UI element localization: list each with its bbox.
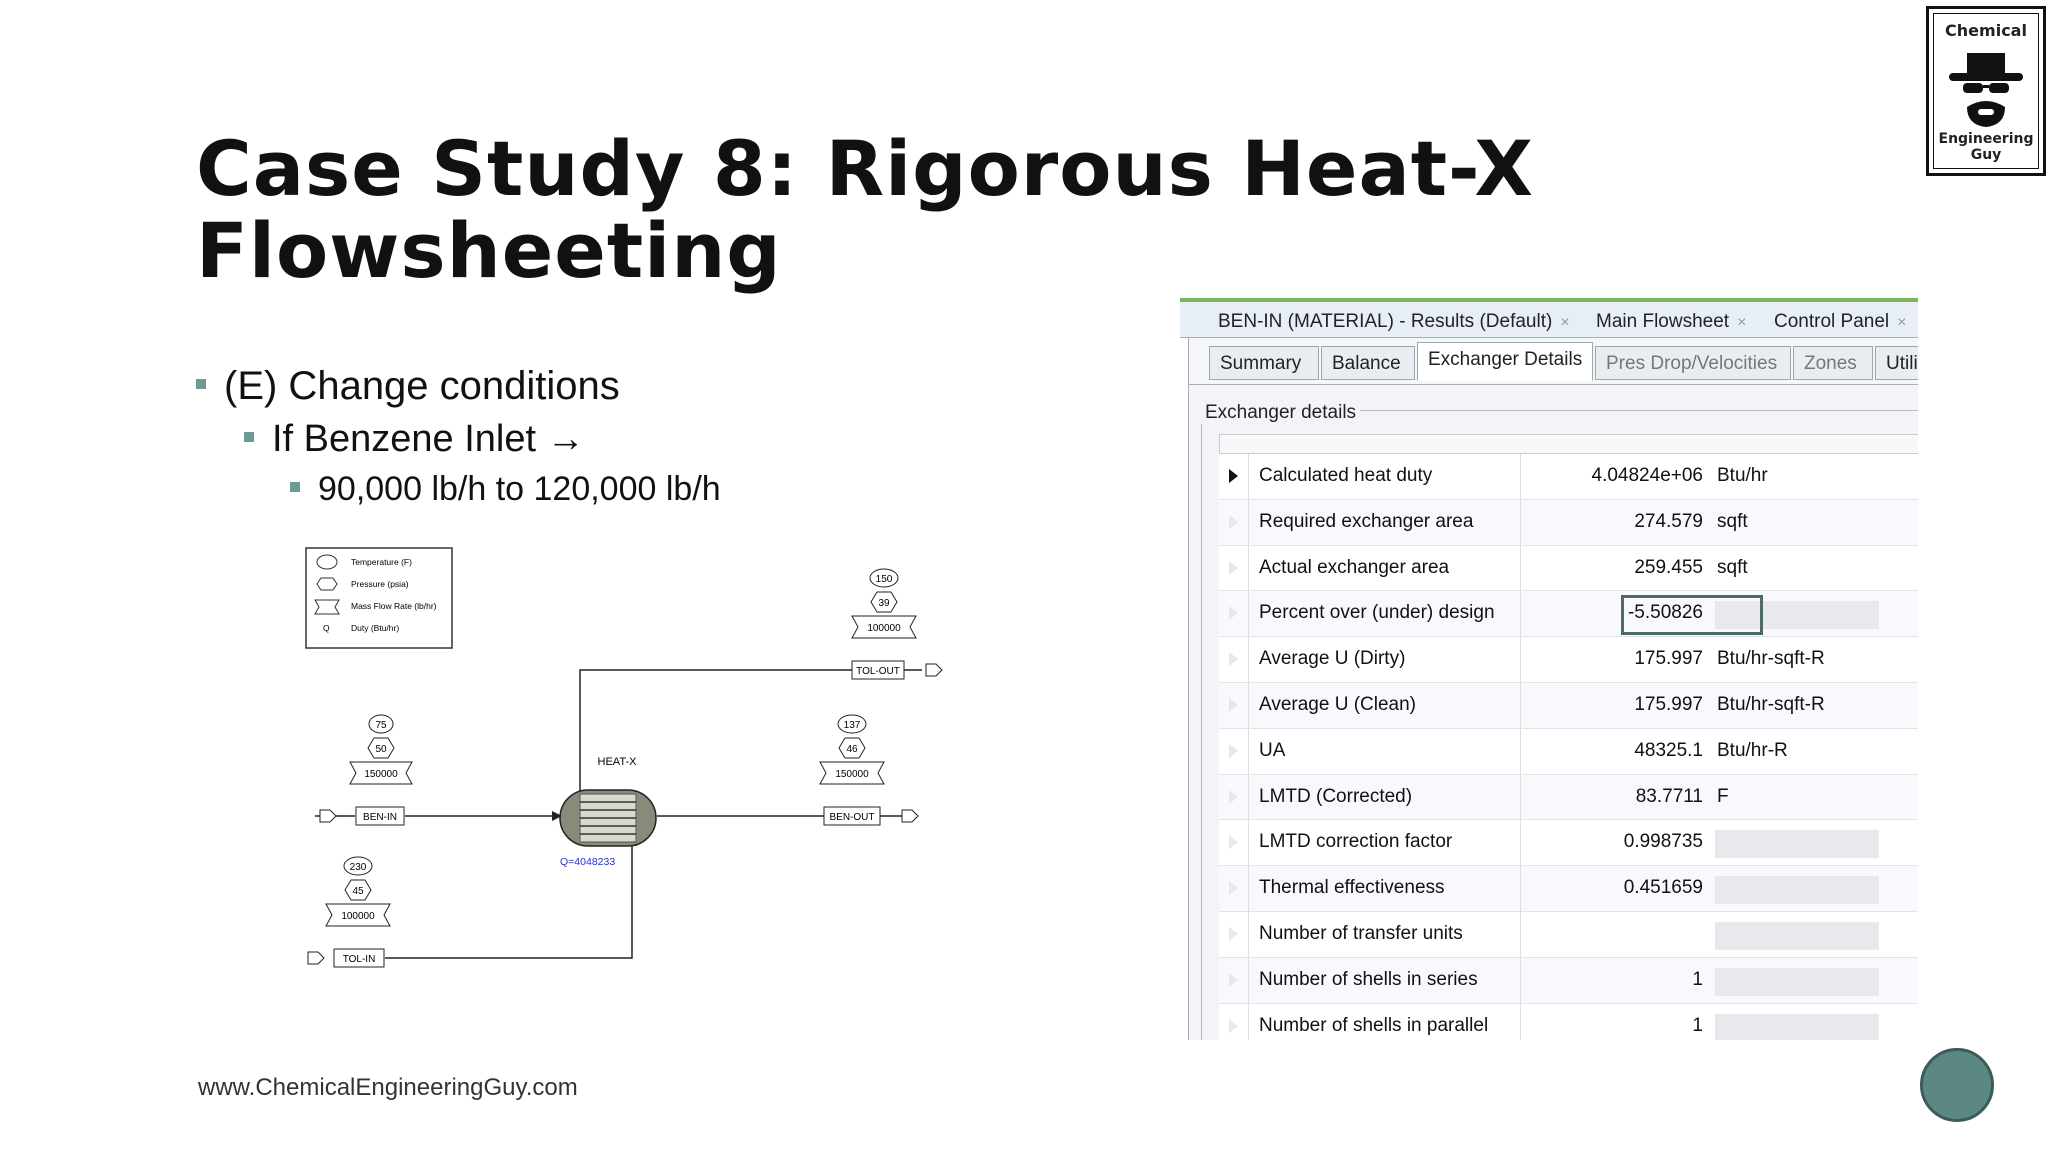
doc-tab-main-flowsheet[interactable]: Main Flowsheet × <box>1596 311 1747 332</box>
ben-out-flow: 150000 <box>835 769 869 780</box>
feed-port-icon <box>320 810 336 822</box>
stream-ben-out[interactable] <box>820 715 884 825</box>
doc-tab-control-panel[interactable]: Control Panel × <box>1774 311 1907 332</box>
row-pointer-icon <box>1229 652 1238 666</box>
bullet-text: 90,000 lb/h to 120,000 lb/h <box>318 470 721 508</box>
bullet-marker <box>244 432 254 442</box>
row-pointer-icon <box>1229 698 1238 712</box>
results-window <box>1180 298 1918 1040</box>
bullet-level1 <box>196 364 620 409</box>
table-row[interactable]: UA 48325.1 Btu/hr-R <box>1219 729 1918 775</box>
heat-exchanger-block[interactable] <box>560 790 656 846</box>
duty-label: Q=4048233 <box>560 856 616 868</box>
slide-title-line2: Flowsheeting <box>196 206 782 295</box>
row-pointer-icon <box>1229 744 1238 758</box>
bullet-marker <box>290 482 300 492</box>
stream-ben-in[interactable] <box>350 715 412 825</box>
row-pointer-icon <box>1229 927 1238 941</box>
table-row[interactable]: Average U (Clean) 175.997 Btu/hr-sqft-R <box>1219 683 1918 729</box>
bullet-level2 <box>244 418 585 461</box>
table-row[interactable]: Number of shells in series 1 <box>1219 958 1918 1004</box>
flowsheet-legend <box>306 548 452 648</box>
tol-in-pressure: 45 <box>352 886 364 897</box>
table-row[interactable]: LMTD (Corrected) 83.7711 F <box>1219 775 1918 821</box>
doc-tab-ben-in-results[interactable]: BEN-IN (MATERIAL) - Results (Default) × <box>1218 311 1570 332</box>
ben-out-name: BEN-OUT <box>829 812 875 823</box>
tol-in-temperature: 230 <box>349 862 367 873</box>
tab-utilities[interactable]: Utili <box>1875 346 1918 380</box>
tab-summary[interactable]: Summary <box>1209 346 1319 380</box>
row-pointer-icon <box>1229 1019 1238 1033</box>
tol-out-flow: 100000 <box>867 623 901 634</box>
ben-out-temperature: 137 <box>843 720 861 731</box>
stream-tol-in[interactable] <box>326 857 390 967</box>
block-name-label: HEAT-X <box>597 756 637 768</box>
row-pointer-icon <box>1229 973 1238 987</box>
row-pointer-icon <box>1229 790 1238 804</box>
grid-header <box>1219 434 1918 454</box>
bullet-level3 <box>290 470 721 509</box>
close-icon[interactable]: × <box>1737 314 1747 331</box>
bullet-text: (E) Change conditions <box>224 364 620 408</box>
table-row[interactable]: Actual exchanger area 259.455 sqft <box>1219 546 1918 592</box>
close-icon[interactable]: × <box>1897 314 1907 331</box>
row-pointer-icon <box>1229 606 1238 620</box>
tol-out-name: TOL-OUT <box>856 666 900 677</box>
channel-logo <box>1926 6 2046 176</box>
ben-in-name: BEN-IN <box>363 812 397 823</box>
row-pointer-icon <box>1229 835 1238 849</box>
product-port-icon <box>926 664 942 676</box>
ben-in-pressure: 50 <box>375 744 387 755</box>
slide-nav-circle-button[interactable] <box>1920 1048 1994 1122</box>
tab-exchanger-details[interactable]: Exchanger Details <box>1417 342 1593 381</box>
exchanger-details-grid <box>1219 434 1918 1040</box>
row-pointer-icon <box>1229 881 1238 895</box>
tol-out-temperature: 150 <box>875 574 893 585</box>
table-row[interactable]: Percent over (under) design -5.50826 <box>1219 591 1918 637</box>
results-panel <box>1188 338 1918 1040</box>
logo-bottom-text: Engineering Guy <box>1938 131 2034 163</box>
row-pointer-icon <box>1229 561 1238 575</box>
tol-out-pressure: 39 <box>878 598 890 609</box>
table-row[interactable]: Required exchanger area 274.579 sqft <box>1219 500 1918 546</box>
bullet-marker <box>196 379 206 389</box>
bullet-text: If Benzene Inlet → <box>272 418 585 460</box>
legend-q-symbol: Q <box>323 623 330 633</box>
product-port-icon <box>902 810 918 822</box>
process-flowsheet <box>290 540 970 980</box>
tab-zones[interactable]: Zones <box>1793 346 1873 380</box>
logo-top-text: Chemical <box>1945 21 2027 40</box>
legend-flow: Mass Flow Rate (lb/hr) <box>351 601 437 611</box>
ben-in-temperature: 75 <box>375 720 387 731</box>
group-label: Exchanger details <box>1201 402 1360 424</box>
row-pointer-icon <box>1229 469 1238 483</box>
table-row[interactable]: LMTD correction factor 0.998735 <box>1219 820 1918 866</box>
grid-rows <box>1219 454 1918 1040</box>
slide-title <box>196 124 1534 295</box>
feed-port-icon <box>308 952 324 964</box>
table-row[interactable]: Calculated heat duty 4.04824e+06 Btu/hr <box>1219 454 1918 500</box>
tol-in-flow: 100000 <box>341 911 375 922</box>
row-pointer-icon <box>1229 515 1238 529</box>
footer-url[interactable]: www.ChemicalEngineeringGuy.com <box>198 1074 578 1101</box>
ben-in-flow: 150000 <box>364 769 398 780</box>
legend-duty: Duty (Btu/hr) <box>351 623 400 633</box>
slide-title-line1: Case Study 8: Rigorous Heat-X <box>196 124 1534 213</box>
hat-man-icon <box>1945 49 2027 135</box>
legend-temperature: Temperature (F) <box>351 557 412 567</box>
sub-tab-bar <box>1189 338 1918 385</box>
tab-balance[interactable]: Balance <box>1321 346 1415 380</box>
document-tab-bar <box>1180 298 1918 338</box>
table-row[interactable]: Average U (Dirty) 175.997 Btu/hr-sqft-R <box>1219 637 1918 683</box>
table-row[interactable]: Number of transfer units <box>1219 912 1918 958</box>
tol-in-name: TOL-IN <box>342 954 376 965</box>
close-icon[interactable]: × <box>1560 314 1570 331</box>
legend-pressure: Pressure (psia) <box>351 579 409 589</box>
stream-tol-out[interactable] <box>852 569 916 679</box>
table-row[interactable]: Number of shells in parallel 1 <box>1219 1004 1918 1040</box>
table-row[interactable]: Thermal effectiveness 0.451659 <box>1219 866 1918 912</box>
tab-pres-drop-velocities[interactable]: Pres Drop/Velocities <box>1595 346 1791 380</box>
ben-out-pressure: 46 <box>846 744 858 755</box>
